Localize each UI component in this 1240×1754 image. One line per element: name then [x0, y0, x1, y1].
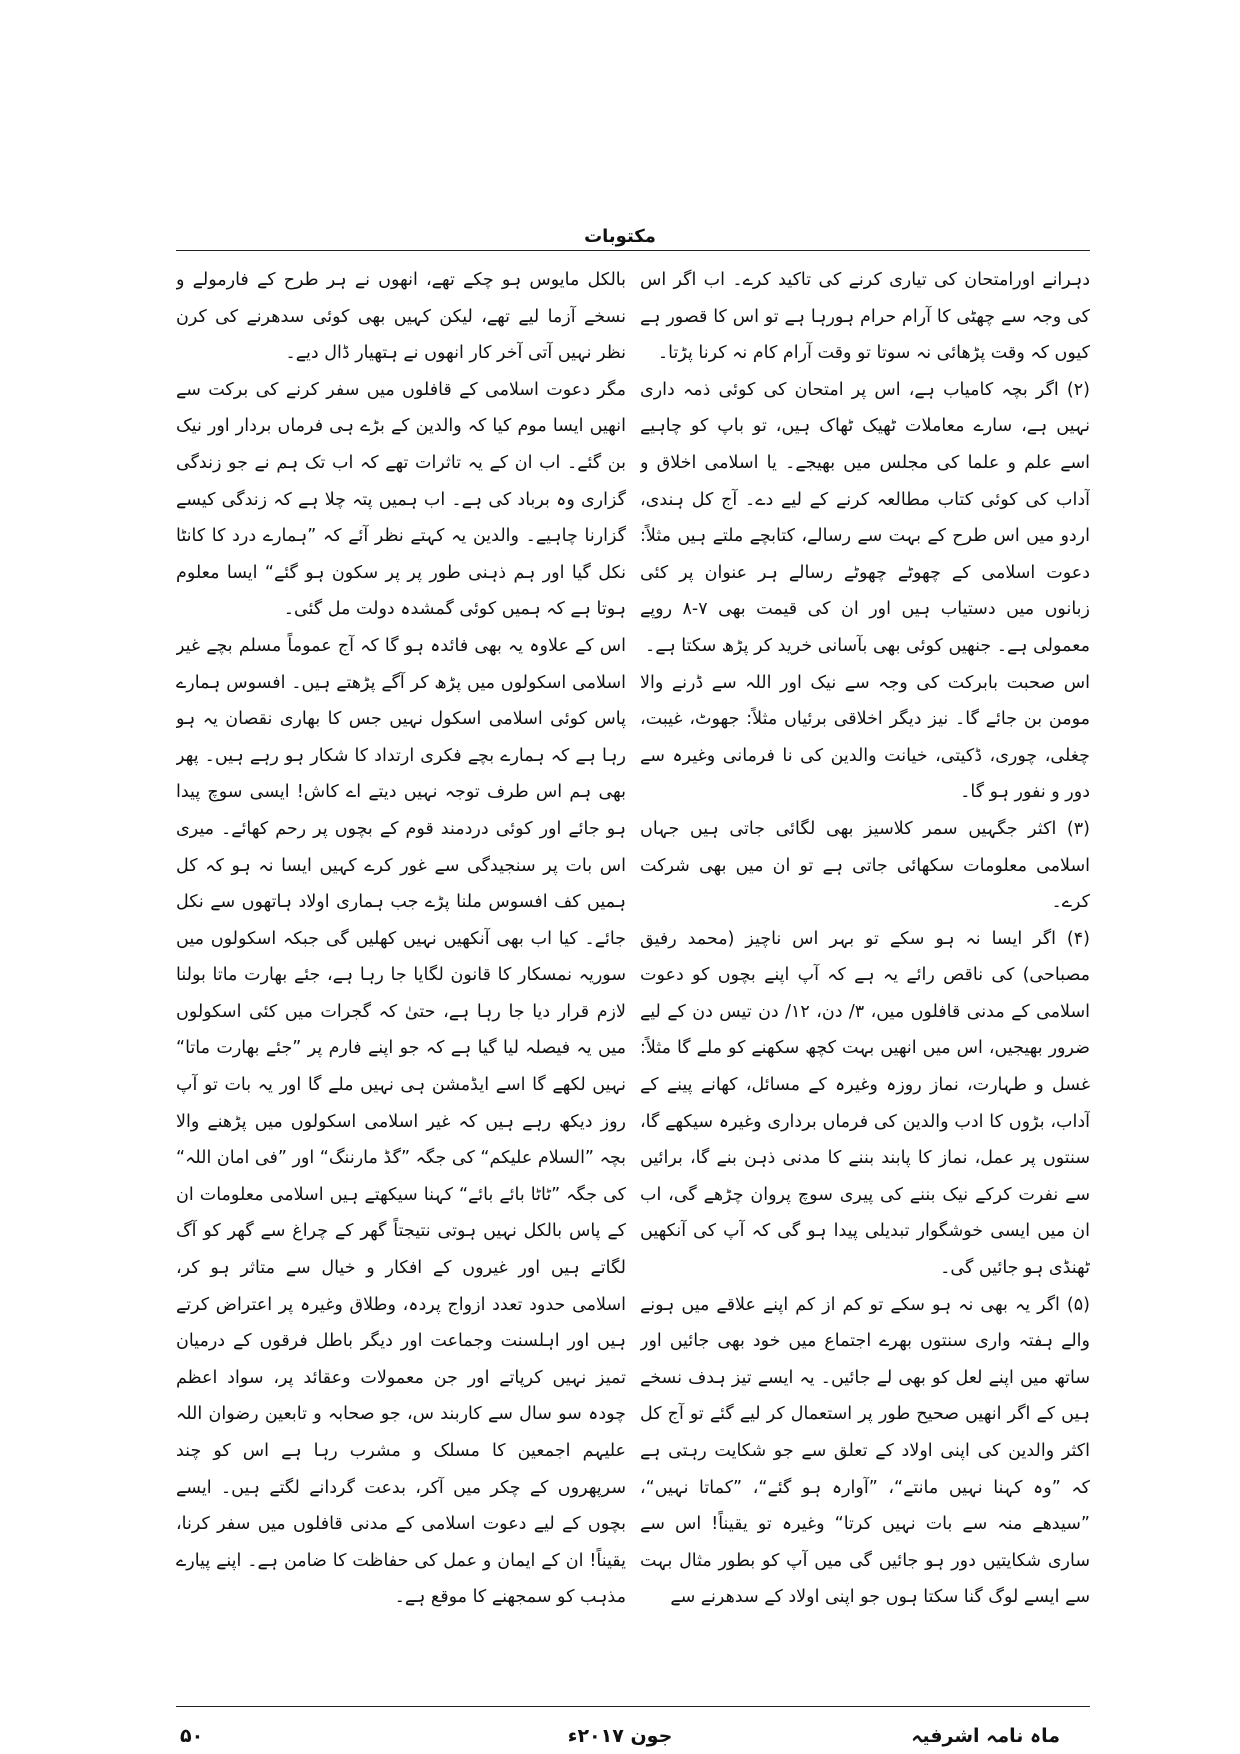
right-column — [640, 262, 1090, 1686]
paragraph: (۲) اگر بچہ کامیاب ہے، اس پر امتحان کی کوئی ذمہ داری نہیں ہے، سارے معاملات ٹھیک ٹھاک ہیں، تو باپ کو چاہیے اسے علم و علما کی مجلس میں بھیجے۔ یا اسلامی اخلاق و آداب کی کوئی کتاب مطالعہ کرنے کے لیے دے۔ آج کل ہندی، اردو میں اس طرح کے بہت سے رسالے، کتابچے ملتے ہیں مثلاً: دعوت اسلامی کے چھوٹے چھوٹے رسالے ہر عنوان پر کئی زبانوں میں دستیاب ہیں اور ان کی قیمت بھی ۷-۸ روپے معمولی ہے۔ جنھیں کوئی بھی بآسانی خرید کر پڑھ سکتا ہے۔ — [640, 379, 1090, 656]
magazine-name: ماہ نامہ اشرفیہ — [911, 1725, 1060, 1747]
header-rule — [176, 250, 1090, 251]
page-number: ۵۰ — [180, 1725, 204, 1747]
paragraph: اس کے علاوہ یہ بھی فائدہ ہو گا کہ آج عموماً مسلم بچے غیر اسلامی اسکولوں میں پڑھ کر آگے پڑھتے ہیں۔ افسوس ہمارے پاس کوئی اسلامی اسکول نہیں جس کا بھاری نقصان یہ ہو رہا ہے کہ ہمارے بچے فکری ارتداد کا شکار ہو رہے ہیں۔ پھر بھی ہم اس طرف توجہ نہیں دیتے اے کاش! ایسی سوچ پیدا ہو جائے اور کوئی دردمند قوم کے بچوں پر رحم کھائے۔ میری اس بات پر سنجیدگی سے غور کرے کہیں ایسا نہ ہو کہ کل ہمیں کف افسوس ملنا پڑے جب ہماری اولاد ہاتھوں سے نکل جائے۔ کیا اب بھی آنکھیں نہیں کھلیں گی جبکہ اسکولوں میں سوریہ نمسکار کا قانون لگایا جا رہا ہے، جئے بھارت ماتا بولنا لازم قرار دیا جا رہا ہے، حتیٰ کہ گجرات میں کئی اسکولوں میں یہ فیصلہ لیا گیا ہے کہ جو اپنے فارم پر ”جئے بھارت ماتا“ نہیں لکھے گا اسے ایڈمشن ہی نہیں ملے گا اور یہ بات تو آپ روز دیکھ رہے ہیں کہ غیر اسلامی اسکولوں میں پڑھنے والا بچہ ”السلام علیکم“ کی جگہ ”گڈ مارننگ“ اور ”فی امان اللہ“ کی جگہ ”ٹاٹا بائے بائے“ کہنا سیکھتے ہیں اسلامی معلومات ان کے پاس بالکل نہیں ہوتی نتیجتاً گھر کے چراغ سے گھر کو آگ لگاتے ہیں اور غیروں کے افکار و خیال سے متاثر ہو کر، اسلامی حدود تعدد ازواج پردہ، وطلاق وغیرہ پر اعتراض کرتے ہیں اور اہلسنت وجماعت اور دیگر باطل فرقوں کے درمیان تمیز نہیں کرپاتے اور جن معمولات وعقائد پر، سواد اعظم چودہ سو سال سے کاربند س، جو صحابہ و تابعین رضوان اللہ علیہم اجمعین کا مسلک و مشرب رہا ہے اس کو چند سرپھروں کے چکر میں آکر، بدعت گردانے لگتے ہیں۔ ایسے بچوں کے لیے دعوت اسلامی کے مدنی قافلوں میں سفر کرنا، یقیناً! ان کے ایمان و عمل کی حفاظت کا ضامن ہے۔ اپنے پیارے مذہب کو سمجھنے کا موقع ہے۔ — [176, 635, 626, 1608]
paragraph: (۴) اگر ایسا نہ ہو سکے تو بہر اس ناچیز (محمد رفیق مصباحی) کی ناقص رائے یہ ہے کہ آپ اپنے بچوں کو دعوت اسلامی کے مدنی قافلوں میں، ۳/ دن، ۱۲/ دن تیس دن کے لیے ضرور بھیجیں، اس میں انھیں بہت کچھ سکھنے کو ملے گا مثلاً: غسل و طہارت، نماز روزہ وغیرہ کے مسائل، کھانے پینے کے آداب، بڑوں کا ادب والدین کی فرماں برداری وغیرہ سیکھے گا، سنتوں پر عمل، نماز کا پابند بننے کا مدنی ذہن بنے گا، برائیں سے نفرت کرکے نیک بننے کی پیری سوچ پروان چڑھے گی، اب ان میں ایسی خوشگوار تبدیلی پیدا ہو گی کہ آپ کی آنکھیں ٹھنڈی ہو جائیں گی۔ — [640, 928, 1090, 1279]
left-column — [176, 262, 626, 1686]
paragraph: دہرانے اورامتحان کی تیاری کرنے کی تاکید کرے۔ اب اگر اس کی وجہ سے چھٹی کا آرام حرام ہورہا ہے تو اس کا قصور ہے کیوں کہ وقت پڑھائی نہ سوتا تو وقت آرام کام نہ کرنا پڑتا۔ — [640, 270, 1090, 364]
paragraph: (۳) اکثر جگہیں سمر کلاسیز بھی لگائی جاتی ہیں جہاں اسلامی معلومات سکھائی جاتی ہے تو ان میں بھی شرکت کرے۔ — [640, 818, 1090, 913]
paragraph: اس صحبت بابرکت کی وجہ سے نیک اور اللہ سے ڈرنے والا مومن بن جائے گا۔ نیز دیگر اخلاقی برئیاں مثلاً: جھوٹ، غیبت، چغلی، چوری، ڈکیتی، خیانت والدین کی نا فرمانی وغیرہ سے دور و نفور ہو گا۔ — [640, 672, 1090, 803]
page-title: مکتوبات — [584, 226, 656, 247]
footer-rule — [176, 1706, 1090, 1707]
paragraph: بالکل مایوس ہو چکے تھے، انھوں نے ہر طرح کے فارمولے و نسخے آزما لیے تھے، لیکن کہیں بھی کوئی سدھرنے کی کرن نظر نہیں آتی آخر کار انھوں نے ہتھیار ڈال دیے۔ — [176, 270, 626, 364]
paragraph: (۵) اگر یہ بھی نہ ہو سکے تو کم از کم اپنے علاقے میں ہونے والے ہفتہ واری سنتوں بھرے اجتماع میں خود بھی جائیں اور ساتھ میں اپنے لعل کو بھی لے جائیں۔ یہ ایسے تیز ہدف نسخے ہیں کے اگر انھیں صحیح طور پر استعمال کر لیے گئے تو آج کل اکثر والدین کی اپنی اولاد کے تعلق سے جو شکایت رہتی ہے کہ ”وہ کہنا نہیں مانتے“، ”آوارہ ہو گئے“، ”کماتا نہیں“، ”سیدھے منہ سے بات نہیں کرتا“ وغیرہ تو یقیناً! اس سے ساری شکایتیں دور ہو جائیں گی میں آپ کو بطور مثال بہت سے ایسے لوگ گنا سکتا ہوں جو اپنی اولاد کے سدھرنے سے — [640, 1294, 1090, 1608]
issue-date: جون ۲۰۱۷ء — [567, 1725, 673, 1747]
paragraph: مگر دعوت اسلامی کے قافلوں میں سفر کرنے کی برکت سے انھیں ایسا موم کیا کہ والدین کے بڑے ہی فرماں بردار اور نیک بن گئے۔ اب ان کے یہ تاثرات تھے کہ اب تک ہم نے جو زندگی گزاری وہ برباد کی ہے۔ اب ہمیں پتہ چلا ہے کہ زندگی کیسے گزارنا چاہیے۔ والدین یہ کہتے نظر آئے کہ ”ہمارے درد کا کانٹا نکل گیا اور ہم ذہنی طور پر پر سکون ہو گئے“ ایسا معلوم ہوتا ہے کہ ہمیں کوئی گمشدہ دولت مل گئی۔ — [176, 379, 626, 620]
